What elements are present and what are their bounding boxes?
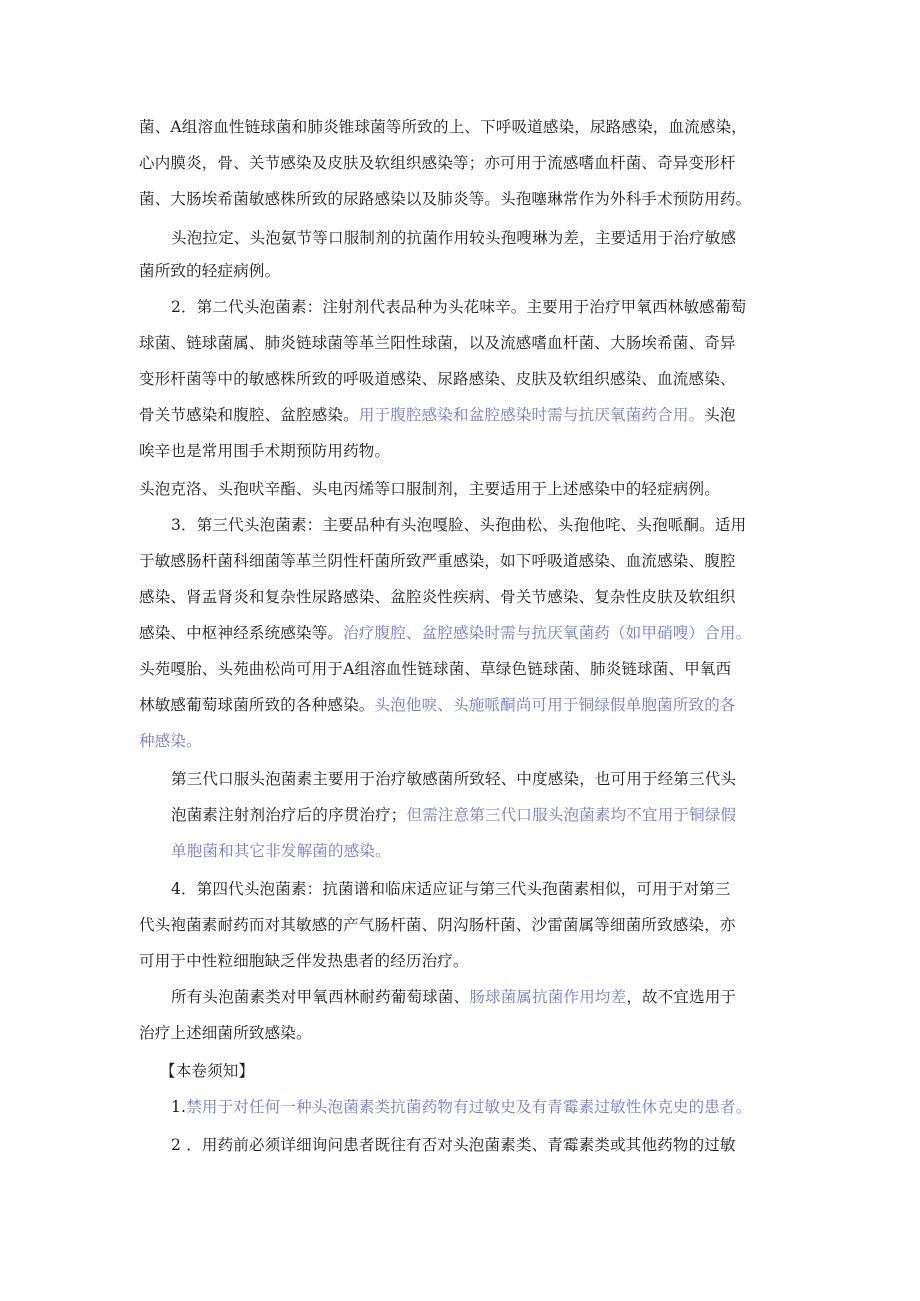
text-run: 代头袍菌素耐药而对其敏感的产气肠杆菌、阴沟肠杆菌、沙雷菌属等细菌所致感染，亦 (139, 916, 736, 934)
text-line (139, 914, 736, 936)
text-line (171, 804, 736, 826)
text-line (139, 1022, 312, 1044)
text-run: 球菌、链球菌属、肺炎链球菌等革兰阳性球菌，以及流感嗜血杆菌、大肠埃希菌、奇异 (139, 334, 736, 352)
text-line (171, 840, 391, 862)
text-run: 所有头泡菌素类对甲氧西林耐药葡萄球菌、 (171, 988, 470, 1006)
highlighted-text: 单胞菌和其它非发解菌的感染。 (171, 842, 391, 860)
text-line (171, 1096, 751, 1118)
text-line (139, 188, 751, 210)
text-run: 骨关节感染和腹腔、盆腔感染。 (139, 406, 359, 424)
text-run: 头泡拉定、头泡氨节等口服制剂的抗菌作用较头孢嗖琳为差，主要适用于治疗敏感 (171, 229, 737, 247)
text-run: 头苑嘎胎、头苑曲松尚可用于A组溶血性链球菌、草绿色链球菌、肺炎链球菌、甲氧西 (139, 660, 732, 678)
text-run: 林敏感葡萄球菌所致的各种感染。 (139, 696, 375, 714)
highlighted-text: 禁用于对任何一种头泡菌素类抗菌药物有过敏史及有青霉素过敏性休克史的患者。 (186, 1098, 752, 1116)
text-line (171, 296, 746, 318)
text-run: 可用于中性粒细胞缺乏伴发热患者的经历治疗。 (139, 952, 469, 970)
text-line (139, 622, 751, 644)
text-line (139, 950, 469, 972)
text-run: 3．第三代头泡菌素：主要品种有头泡嘎脸、头孢曲松、头孢他咤、头孢哌酮。适用 (171, 516, 747, 534)
highlighted-text: 但需注意第三代口服头泡菌素均不宜用于铜绿假 (406, 806, 737, 824)
text-line (171, 514, 746, 536)
text-line (139, 478, 720, 500)
text-line (139, 440, 390, 462)
highlighted-text: 种感染。 (139, 732, 202, 750)
text-line (171, 1134, 736, 1156)
text-line (139, 730, 202, 752)
text-run: 2 ．用药前必须详细询问患者既往有否对头泡菌素类、青霉素类或其他药物的过敏 (171, 1136, 736, 1154)
text-run: 感染、肾盂肾炎和复杂性尿路感染、盆腔炎性疾病、骨关节感染、复杂性皮肤及软组织 (139, 588, 736, 606)
text-run: 4．第四代头泡菌素：抗菌谱和临床适应证与第三代头孢菌素相似，可用于对第三 (171, 880, 731, 898)
text-line (139, 116, 747, 138)
text-run: 2．第二代头泡菌素：注射剂代表品种为头花味辛。主要用于治疗甲氧西林敏感葡萄 (171, 298, 747, 316)
text-run: 菌、大肠埃希菌敏感株所致的尿路感染以及肺炎等。头孢噻琳常作为外科手术预防用药。 (139, 190, 752, 208)
text-run: 1. (171, 1098, 187, 1116)
text-line (139, 404, 736, 426)
text-line (171, 227, 736, 249)
highlighted-text: 肠球菌属抗菌作用均差 (469, 988, 627, 1006)
text-line (139, 152, 736, 174)
text-run: 【本卷须知】 (160, 1062, 255, 1080)
text-line (139, 260, 280, 282)
text-run: 于敏感肠杆菌科细菌等革兰阴性杆菌所致严重感染，如下呼吸道感染、血流感染、腹腔 (139, 552, 736, 570)
text-run: 心内膜炎，骨、关节感染及皮肤及软组织感染等；亦可用于流感嗜血杆菌、奇异变形杆 (139, 154, 736, 172)
text-run: 头泡 (704, 406, 736, 424)
text-run: 变形杆菌等中的敏感株所致的呼吸道感染、尿路感染、皮肤及软组织感染、血流感染、 (139, 370, 736, 388)
text-line (139, 586, 736, 608)
highlighted-text: 用于腹腔感染和盆腔感染时需与抗厌氧菌药合用。 (358, 406, 705, 424)
highlighted-text: 头泡他唳、头施哌酮尚可用于铜绿假单胞菌所致的各 (374, 696, 736, 714)
text-line (139, 658, 731, 680)
text-run: 泡菌素注射剂治疗后的序贯治疗； (171, 806, 407, 824)
text-line (171, 768, 736, 790)
text-line (139, 332, 736, 354)
text-run: ，故不宜选用于 (626, 988, 737, 1006)
text-run: 菌、A组溶血性链球菌和肺炎锥球菌等所致的上、下呼吸道感染，尿路感染，血流感染， (139, 118, 747, 136)
section-heading (160, 1060, 254, 1082)
text-run: 感染、中枢神经系统感染等。 (139, 624, 344, 642)
text-run: 唉辛也是常用围手术期预防用药物。 (139, 442, 391, 460)
text-line (139, 550, 736, 572)
text-line (171, 878, 731, 900)
highlighted-text: 治疗腹腔、盆腔感染时需与抗厌氧菌药（如甲硝嗖）合用。 (343, 624, 752, 642)
text-run: 治疗上述细菌所致感染。 (139, 1024, 312, 1042)
text-run: 菌所致的轻症病例。 (139, 262, 281, 280)
text-line (139, 694, 736, 716)
text-run: 头泡克洛、头孢吠辛酯、头电丙烯等口服制剂，主要适用于上述感染中的轻症病例。 (139, 480, 720, 498)
text-line (171, 986, 736, 1008)
text-run: 第三代口服头泡菌素主要用于治疗敏感菌所致轻、中度感染，也可用于经第三代头 (171, 770, 737, 788)
text-line (139, 368, 736, 390)
